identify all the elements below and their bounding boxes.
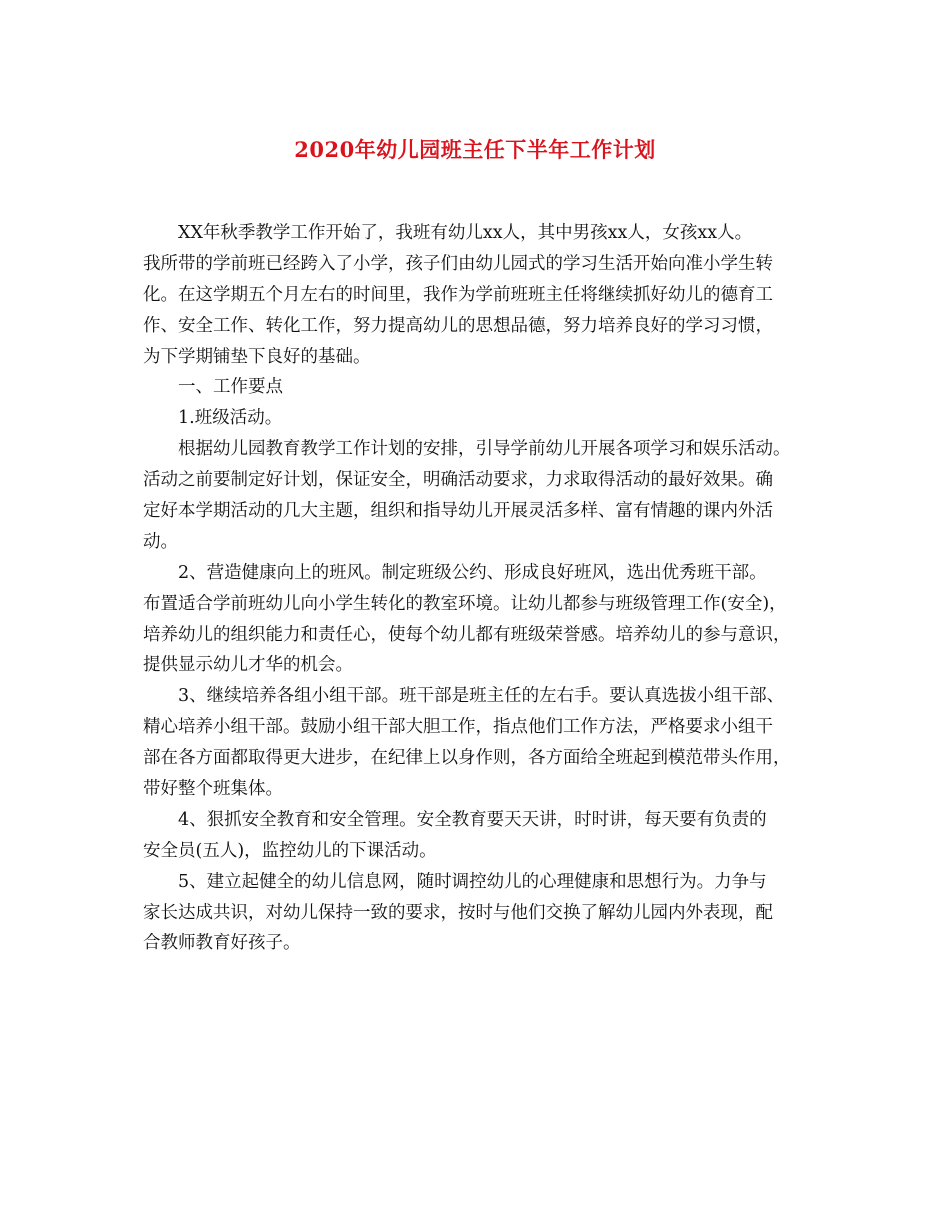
body-line: 安全员(五人)，监控幼儿的下课活动。 xyxy=(143,840,437,861)
body-line: 为下学期铺垫下良好的基础。 xyxy=(143,346,371,367)
body-line: 培养幼儿的组织能力和责任心，使每个幼儿都有班级荣誉感。培养幼儿的参与意识， xyxy=(143,624,791,645)
body-line: 动。 xyxy=(143,531,178,552)
body-line: 根据幼儿园教育教学工作计划的安排，引导学前幼儿开展各项学习和娱乐活动。 xyxy=(178,439,791,460)
body-line: 提供显示幼儿才华的机会。 xyxy=(143,655,353,676)
body-line: 布置适合学前班幼儿向小学生转化的教室环境。让幼儿都参与班级管理工作(安全)， xyxy=(143,593,787,614)
body-line: 2、营造健康向上的班风。制定班级公约、形成良好班风，选出优秀班干部。 xyxy=(178,562,767,583)
document-title: 2020年幼儿园班主任下半年工作计划 xyxy=(294,137,656,162)
body-line: 家长达成共识，对幼儿保持一致的要求，按时与他们交换了解幼儿园内外表现，配 xyxy=(143,902,773,923)
document-body xyxy=(143,218,843,959)
body-line: 活动之前要制定好计划，保证安全，明确活动要求，力求取得活动的最好效果。确 xyxy=(143,470,773,491)
body-line: XX年秋季教学工作开始了，我班有幼儿xx人，其中男孩xx人，女孩xx人。 xyxy=(178,223,753,243)
body-line: 作、安全工作、转化工作，努力提高幼儿的思想品德，努力培养良好的学习习惯， xyxy=(143,315,773,336)
body-line: 一、工作要点 xyxy=(178,377,283,398)
body-line: 化。在这学期五个月左右的时间里，我作为学前班班主任将继续抓好幼儿的德育工 xyxy=(143,284,773,305)
body-line: 3、继续培养各组小组干部。班干部是班主任的左右手。要认真选拔小组干部、 xyxy=(178,686,785,707)
body-line: 我所带的学前班已经跨入了小学，孩子们由幼儿园式的学习生活开始向准小学生转 xyxy=(143,253,773,274)
body-line: 带好整个班集体。 xyxy=(143,779,283,800)
body-line: 定好本学期活动的几大主题，组织和指导幼儿开展灵活多样、富有情趣的课内外活 xyxy=(143,501,773,522)
body-line: 部在各方面都取得更大进步，在纪律上以身作则，各方面给全班起到模范带头作用， xyxy=(143,748,791,769)
body-line: 1.班级活动。 xyxy=(178,408,283,429)
body-line: 合教师教育好孩子。 xyxy=(143,933,301,954)
body-line: 5、建立起健全的幼儿信息网，随时调控幼儿的心理健康和思想行为。力争与 xyxy=(178,871,767,892)
body-line: 4、狠抓安全教育和安全管理。安全教育要天天讲，时时讲，每天要有负责的 xyxy=(178,809,767,830)
body-line: 精心培养小组干部。鼓励小组干部大胆工作，指点他们工作方法，严格要求小组干 xyxy=(143,717,773,738)
